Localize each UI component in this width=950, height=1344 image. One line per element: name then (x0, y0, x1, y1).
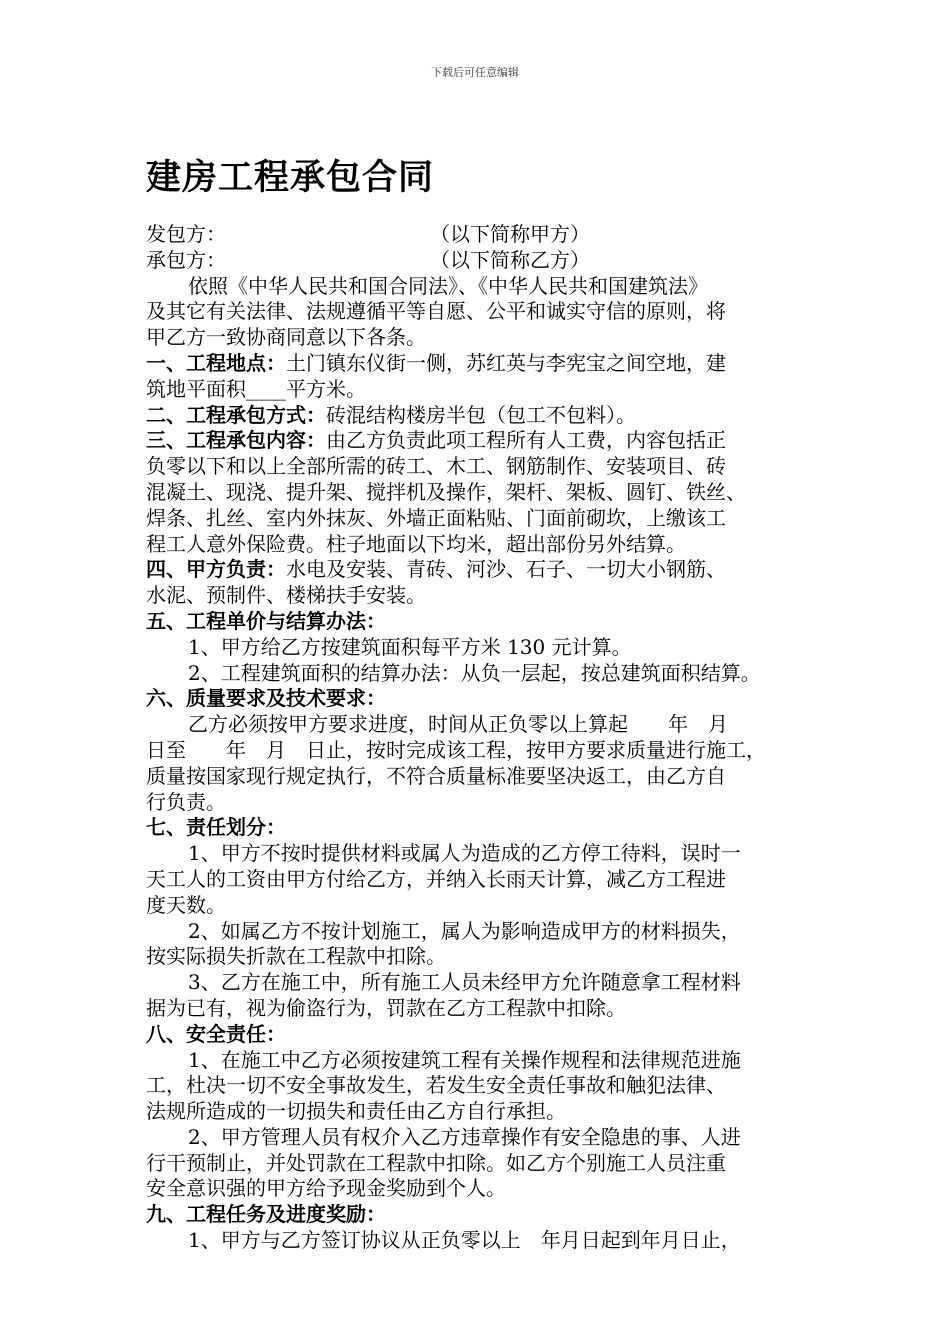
section-heading: 一、工程地点： (146, 350, 286, 375)
section-8-item: 行干预制止，并处罚款在工程款中扣除。如乙方个别施工人员注重 (146, 1150, 726, 1175)
section-7-item: 2、如属乙方不按计划施工，属人为影响造成甲方的材料损失， (188, 918, 741, 943)
section-1-line (146, 351, 826, 377)
section-6-line: 质量按国家现行规定执行，不符合质量标准要坚决返工，由乙方自 (146, 763, 726, 788)
section-9-item: 1、甲方与乙方签订协议从正负零以上 年月日起到年月日止， (188, 1228, 741, 1253)
section-8-item: 1、在施工中乙方必须按建筑工程有关操作规程和法律规范进施 (188, 1047, 741, 1072)
section-text: 砖混结构楼房半包（包工不包料）。 (326, 402, 636, 427)
party-a-note: （以下简称甲方） (430, 222, 590, 246)
section-3-line: 焊条、扎丝、室内外抹灰、外墙正面粘贴、门面前砌坎，上缴该工 (146, 505, 726, 530)
section-3-line (146, 428, 826, 454)
section-7-item: 按实际损失折款在工程款中扣除。 (146, 944, 446, 969)
section-6-heading: 六、质量要求及技术要求： (146, 686, 386, 711)
preamble-line: 及其它有关法律、法规遵循平等自愿、公平和诚实守信的原则，将 (146, 299, 726, 324)
section-7-item: 1、甲方不按时提供材料或属人为造成的乙方停工待料，误时一 (188, 841, 741, 866)
section-8-heading: 八、安全责任： (146, 1021, 286, 1046)
section-3-line: 混凝土、现浇、提升架、搅拌机及操作，架杆、架板、圆钉、铁丝、 (146, 479, 746, 504)
section-5-item: 2、工程建筑面积的结算办法：从负一层起，按总建筑面积结算。 (188, 660, 761, 685)
section-6-line: 乙方必须按甲方要求进度，时间从正负零以上算起 年 月 (188, 712, 728, 737)
party-b-label: 承包方： (146, 247, 226, 272)
header-note: 下载后可任意编辑 (431, 66, 519, 79)
section-heading: 二、工程承包方式： (146, 402, 326, 427)
party-a-line (146, 222, 826, 248)
section-heading: 四、甲方负责： (146, 557, 286, 582)
section-7-item: 据为已有，视为偷盗行为，罚款在乙方工程款中扣除。 (146, 995, 626, 1020)
section-9-heading: 九、工程任务及进度奖励： (146, 1202, 386, 1227)
section-8-item: 2、甲方管理人员有权介入乙方违章操作有安全隐患的事、人进 (188, 1124, 741, 1149)
party-a-label: 发包方： (146, 222, 226, 246)
document-body (146, 222, 826, 1254)
section-5-item: 1、甲方给乙方按建筑面积每平方米 130 元计算。 (188, 634, 632, 659)
section-3-line: 负零以下和以上全部所需的砖工、木工、钢筋制作、安装项目、砖 (146, 454, 726, 479)
section-5-heading: 五、工程单价与结算办法： (146, 608, 386, 633)
section-text: 水电及安装、青砖、河沙、石子、一切大小钢筋、 (286, 557, 726, 582)
section-7-item: 度天数。 (146, 892, 226, 917)
section-7-item: 3、乙方在施工中，所有施工人员未经甲方允许随意拿工程材料 (188, 970, 741, 995)
section-6-line: 日至 年 月 日止，按时完成该工程，按甲方要求质量进行施工， (146, 737, 766, 762)
document-title: 建房工程承包合同 (146, 157, 435, 198)
section-2-line (146, 403, 826, 429)
section-4-line (146, 557, 826, 583)
section-8-item: 工，杜决一切不安全事故发生，若发生安全责任事故和触犯法律、 (146, 1073, 726, 1098)
section-8-item: 法规所造成的一切损失和责任由乙方自行承担。 (146, 1099, 566, 1124)
section-1-line: 筑地平面积____平方米。 (146, 376, 366, 401)
section-text: 由乙方负责此项工程所有人工费，内容包括正 (326, 428, 726, 453)
section-6-line: 行负责。 (146, 789, 226, 814)
preamble-line: 依照《中华人民共和国合同法》、《中华人民共和国建筑法》 (188, 273, 708, 298)
party-b-note: （以下简称乙方） (430, 247, 590, 272)
section-4-line: 水泥、预制件、楼梯扶手安装。 (146, 583, 426, 608)
preamble-line: 甲乙方一致协商同意以下各条。 (146, 325, 426, 350)
section-3-line: 程工人意外保险费。柱子地面以下均米，超出部份另外结算。 (146, 531, 686, 556)
section-text: 土门镇东仪街一侧，苏红英与李宪宝之间空地，建 (286, 350, 726, 375)
section-7-item: 天工人的工资由甲方付给乙方，并纳入长雨天计算，减乙方工程进 (146, 866, 726, 891)
section-7-heading: 七、责任划分： (146, 815, 286, 840)
section-heading: 三、工程承包内容： (146, 428, 326, 453)
section-8-item: 安全意识强的甲方给予现金奖励到个人。 (146, 1176, 506, 1201)
party-b-line (146, 248, 826, 274)
